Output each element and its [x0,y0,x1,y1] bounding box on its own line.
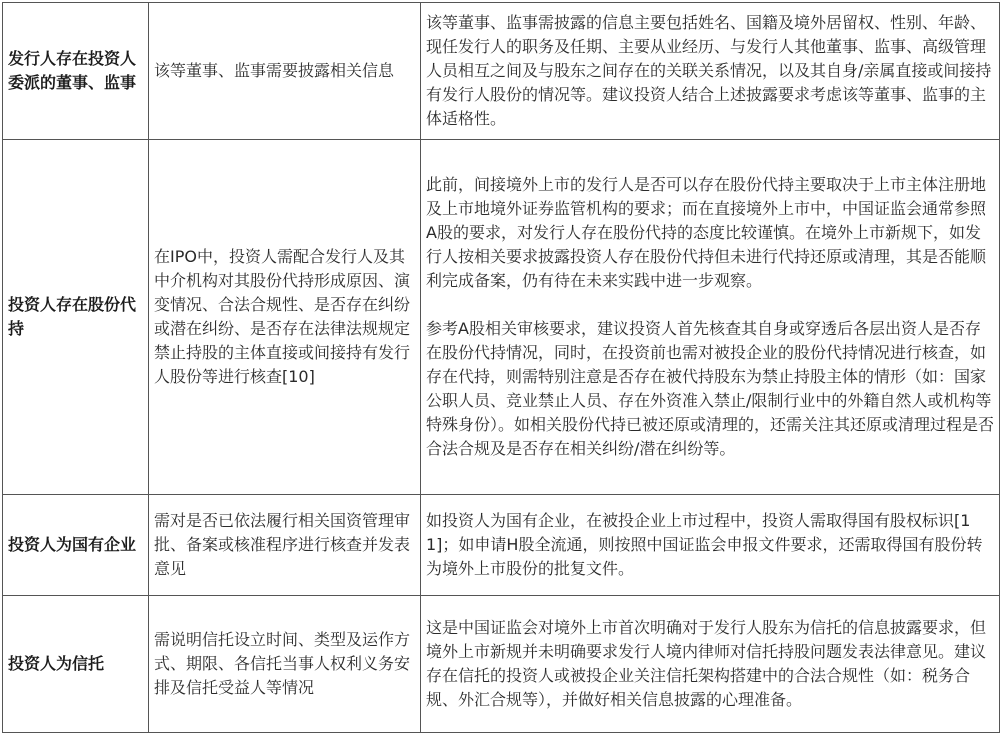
disclosure-table [2,2,1000,733]
row-topic-cell: 投资人存在股份代持 [3,140,149,495]
table-row [3,596,1000,733]
table-row [3,3,1000,140]
row-requirement-cell: 在IPO中，投资人需配合发行人及其中介机构对其股份代持形成原因、演变情况、合法合规性、是否存在纠纷或潜在纠纷、是否存在法律法规规定禁止持股的主体直接或间接持有发行人股份等进行核查[10] [149,140,421,495]
row-requirement-cell: 需对是否已依法履行相关国资管理审批、备案或核准程序进行核查并发表意见 [149,495,421,596]
note-paragraph: 这是中国证监会对境外上市首次明确对于发行人股东为信托的信息披露要求，但境外上市新规并未明确要求发行人境内律师对信托持股问题发表法律意见。建议存在信托的投资人或被投企业关注信托架构搭建中的合法合规性（如：税务合规、外汇合规等），并做好相关信息披露的心理准备。 [426,618,987,709]
row-notes-cell [421,495,1000,596]
row-notes-cell [421,140,1000,495]
row-requirement-cell: 该等董事、监事需要披露相关信息 [149,3,421,140]
row-notes-cell [421,3,1000,140]
row-topic-cell: 投资人为信托 [3,596,149,733]
row-topic-cell: 发行人存在投资人委派的董事、监事 [3,3,149,140]
row-notes-cell [421,596,1000,733]
paragraph-spacer [426,293,994,317]
note-paragraph: 此前，间接境外上市的发行人是否可以存在股份代持主要取决于上市主体注册地及上市地境外证券监管机构的要求；而在直接境外上市中，中国证监会通常参照A股的要求，对发行人存在股份代持的态度比较谨慎。在境外上市新规下，如发行人按相关要求披露投资人存在股份代持但未进行代持还原或清理，其是否能顺利完成备案，仍有待在未来实践中进一步观察。 [426,175,987,290]
table-row [3,495,1000,596]
row-requirement-cell: 需说明信托设立时间、类型及运作方式、期限、各信托当事人权利义务安排及信托受益人等情况 [149,596,421,733]
note-paragraph: 如投资人为国有企业，在被投企业上市过程中，投资人需取得国有股权标识[11]；如申请H股全流通，则按照中国证监会申报文件要求，还需取得国有股份转为境外上市股份的批复文件。 [426,511,983,578]
note-paragraph: 参考A股相关审核要求，建议投资人首先核查其自身或穿透后各层出资人是否存在股份代持情况，同时，在投资前也需对被投企业的股份代持情况进行核查，如存在代持，则需特别注意是否存在被代持股东为禁止持股主体的情形（如：国家公职人员、竞业禁止人员、存在外资准入禁止/限制行业中的外籍自然人或机构等特殊身份）。如相关股份代持已被还原或清理的，还需关注其还原或清理过程是否合法合规及是否存在相关纠纷/潜在纠纷等。 [426,319,995,458]
table-row [3,140,1000,495]
row-topic-cell: 投资人为国有企业 [3,495,149,596]
note-paragraph: 该等董事、监事需披露的信息主要包括姓名、国籍及境外居留权、性别、年龄、现任发行人的职务及任期、主要从业经历、与发行人其他董事、监事、高级管理人员相互之间及与股东之间存在的关联关系情况，以及其自身/亲属直接或间接持有发行人股份的情况等。建议投资人结合上述披露要求考虑该等董事、监事的主体适格性。 [426,13,992,128]
